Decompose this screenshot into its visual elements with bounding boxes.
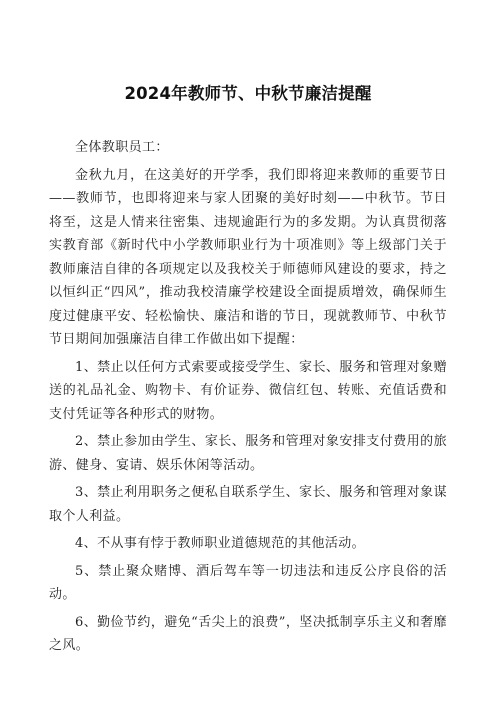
rule-item-2: 2、禁止参加由学生、家长、服务和管理对象安排支付费用的旅游、健身、宴请、娱乐休闲等活动。 bbox=[49, 434, 447, 473]
document-body bbox=[49, 136, 447, 662]
rule-item-1: 1、禁止以任何方式索要或接受学生、家长、服务和管理对象赠送的礼品礼金、购物卡、有价证券、微信红包、转账、充值话费和支付凭证等各种形式的财物。 bbox=[49, 359, 447, 422]
rule-item-6: 6、勤俭节约，避免“舌尖上的浪费”，坚决抵制享乐主义和奢靡之风。 bbox=[49, 614, 447, 653]
rule-item-4: 4、不从事有悖于教师职业道德规范的其他活动。 bbox=[75, 536, 366, 551]
rule-item-3: 3、禁止利用职务之便私自联系学生、家长、服务和管理对象谋取个人利益。 bbox=[49, 485, 447, 524]
greeting: 全体教职员工： bbox=[75, 140, 169, 155]
document-title: 2024年教师节、中秋节廉洁提醒 bbox=[124, 84, 372, 103]
rule-item-5: 5、禁止聚众赌博、酒后驾车等一切违法和违反公序良俗的活动。 bbox=[49, 563, 447, 602]
intro-paragraph: 金秋九月，在这美好的开学季，我们即将迎来教师的重要节日——教师节，也即将迎来与家人团聚的美好时刻——中秋节。节日将至，这是人情来往密集、违规逾距行为的多发期。为认真贯彻落实教育部《新时代中小学教师职业行为十项准则》等上级部门关于教师廉洁自律的各项规定以及我校关于师德师风建设的要求，持之以恒纠正“四风”，推动我校清廉学校建设全面提质增效，确保师生度过健康平安、轻松愉快、廉洁和谐的节日，现就教师节、中秋节节日期间加强廉洁自律工作做出如下提醒： bbox=[49, 167, 447, 347]
